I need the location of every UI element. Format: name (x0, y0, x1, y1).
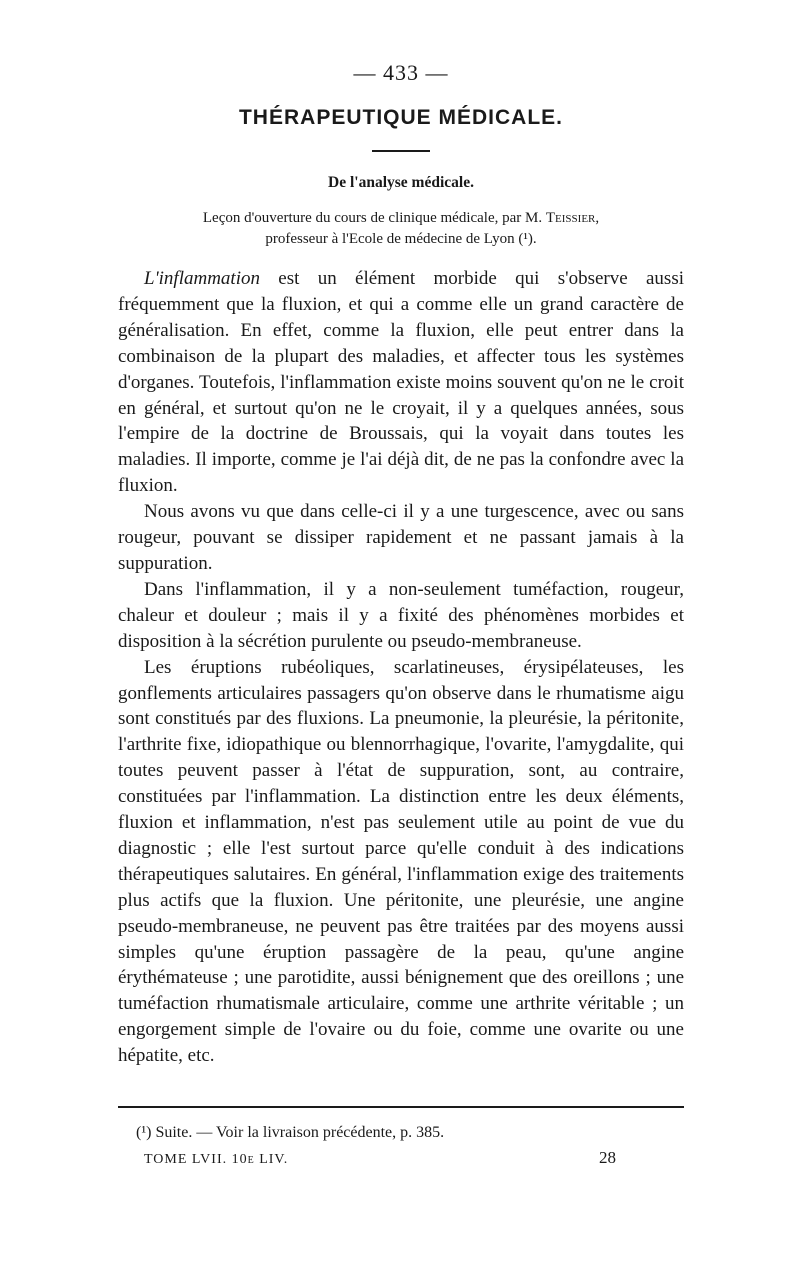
section-title: THÉRAPEUTIQUE MÉDICALE. (238, 106, 563, 129)
body-text (118, 266, 684, 1069)
footnote-marker: (¹) (136, 1124, 152, 1141)
sheet-number: 28 (599, 1148, 616, 1167)
article-subtitle (118, 208, 684, 250)
paragraph-lead-italic: L'inflammation (144, 268, 260, 289)
paragraph (118, 655, 684, 1070)
subtitle-line-1 (118, 208, 684, 229)
footnote-divider (118, 1106, 684, 1108)
paragraph-text: est un élément morbide qui s'observe aussi fréquemment que la fluxion, et qui a comme elle un grand caractère de généralisation. En effet, comme la fluxion, elle peut entrer dans la combinaison de la plupart des maladies, et affecter tous les systèmes d'organes. Toutefois, l'inflammation existe moins souvent qu'on ne le croit en général, et surtout qu'on ne le croyait, il y a quelques années, sous l'empire de la doctrine de Broussais, qui la voyait dans toutes les maladies. Il importe, comme je l'ai déjà dit, de ne pas la confondre avec la fluxion. (118, 268, 684, 497)
paragraph (118, 577, 684, 655)
article-title: De l'analyse médicale. (328, 174, 474, 191)
tome-line: TOME LVII. 10e LIV. (144, 1152, 289, 1167)
subtitle-author: Teissier (545, 210, 596, 226)
subtitle-prefix: Leçon d'ouverture du cours de clinique médicale, par M. (202, 210, 546, 226)
paragraph (118, 499, 684, 577)
subtitle-suffix: , (595, 210, 600, 226)
paragraph-text: Dans l'inflammation, il y a non-seulement tuméfaction, rougeur, chaleur et douleur ; mais il y a fixité des phénomènes morbides et disposition à la sécrétion purulente ou pseudo-membraneuse. (118, 578, 684, 652)
paragraph-text: Les éruptions rubéoliques, scarlatineuses, érysipélateuses, les gonflements articulaires passagers qu'on observe dans le rhumatisme aigu sont constitués par des fluxions. La pneumonie, la pleurésie, la péritonite, l'arthrite fixe, idiopathique ou blennorrhagique, l'ovarite, l'amygdalite, qui toutes peuvent passer à l'état de suppuration, sont, au contraire, constituées par l'inflammation. La distinction entre les deux éléments, fluxion et inflammation, n'est pas seulement utile au point de vue du diagnostic ; elle l'est surtout parce qu'elle conduit à des indications thérapeutiques salutaires. En général, l'inflammation exige des traitements plus actifs que la fluxion. Une péritonite, une pleurésie, une angine pseudo-membraneuse, ne peuvent pas être traitées par des moyens aussi simples qu'une éruption passagère de la peau, qu'une angine érythémateuse ; une parotidite, aussi bénignement que des oreillons ; une tuméfaction rhumatismale articulaire, comme une arthrite véritable ; un engorgement simple de l'ovaire ou du foie, comme une ovarite ou une hépatite, etc. (118, 656, 684, 1067)
title-divider (372, 150, 430, 152)
footnote (136, 1124, 684, 1142)
document-page (118, 0, 684, 1262)
paragraph (118, 266, 684, 499)
footnote-text: Suite. — Voir la livraison précédente, p. 385. (151, 1124, 445, 1141)
subtitle-line-2: professeur à l'Ecole de médecine de Lyon (¹). (265, 231, 537, 247)
paragraph-text: Nous avons vu que dans celle-ci il y a une turgescence, avec ou sans rougeur, pouvant se dissiper rapidement et ne passant jamais à la suppuration. (118, 501, 684, 574)
page-number: — 433 — (353, 60, 449, 85)
